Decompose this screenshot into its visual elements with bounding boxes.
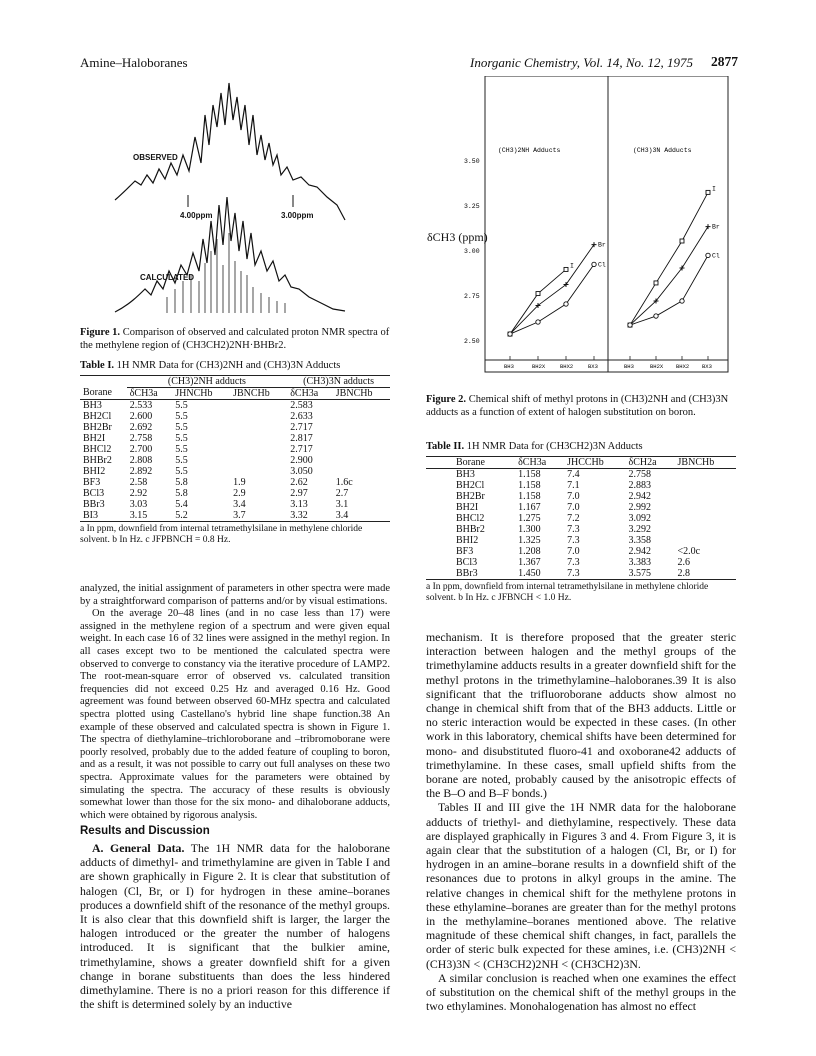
figure1-caption-label: Figure 1. bbox=[80, 327, 121, 338]
table1-col-header: JBNCHb bbox=[233, 387, 270, 399]
table2-cell: 2.942 bbox=[628, 490, 652, 502]
data-point bbox=[706, 253, 710, 257]
table1-cell: 2.900 bbox=[290, 454, 313, 466]
tick-label-3ppm: 3.00ppm bbox=[281, 211, 314, 220]
figure1-spectra bbox=[105, 75, 375, 320]
table1-row bbox=[80, 510, 390, 521]
data-point bbox=[536, 320, 540, 324]
table1-cell bbox=[333, 444, 390, 455]
table1-cell bbox=[230, 433, 287, 444]
observed-label: OBSERVED bbox=[133, 153, 178, 162]
table2-row bbox=[426, 557, 736, 568]
table1-cell: 2.7 bbox=[335, 487, 349, 499]
series-label: Cl bbox=[598, 261, 606, 269]
data-point bbox=[706, 190, 710, 194]
table2-cell: 2.758 bbox=[628, 468, 652, 480]
series-line bbox=[510, 245, 594, 334]
series-label: I bbox=[712, 185, 716, 193]
table2-row bbox=[426, 513, 736, 524]
table1-footnote: a In ppm, downfield from internal tetramethylsilane in methylene chloride solvent. b In Hz. c JFPBNCH = 0.8 Hz. bbox=[80, 523, 363, 545]
data-point bbox=[680, 239, 684, 243]
table1-cell: 3.03 bbox=[129, 498, 148, 510]
table1-grid bbox=[80, 376, 390, 521]
figure2-caption bbox=[426, 394, 736, 419]
data-point bbox=[654, 281, 658, 285]
results-section bbox=[80, 825, 390, 1011]
table1-group-header: (CH3)2NH adducts bbox=[127, 376, 288, 388]
table1-cell: 1.6c bbox=[335, 476, 353, 488]
journal-citation: Inorganic Chemistry, Vol. 14, No. 12, 1975 bbox=[470, 55, 694, 70]
paragraph: mechanism. It is therefore proposed that the greater steric interaction between halogen and the methyl groups of the trimethylamine adducts results in a greater downfield shift for the methyl protons in the trimethylamine–haloboranes.39 It is also significant that the trifluoroborane adducts show almost no change in chemical shift from that of the BH3 adducts. Little or no steric interaction would be expected in these cases. (In other work in this laboratory, chemical shifts have been determined for mono- and disubstituted fluoro-41 and oxoborane42 adducts of trimethylamine. In these cases, small upfield shifts from the borane are noted, probably caused by the anisotropic effects of the B–O and B–F bonds.) bbox=[426, 630, 736, 801]
table1-cell: 5.8 bbox=[175, 487, 188, 499]
figure2-caption-text: Chemical shift of methyl protons in (CH3)2NH and (CH3)3N adducts as a function of extent of halogen substitution on boron. bbox=[426, 394, 729, 418]
table1-cell bbox=[333, 455, 390, 466]
table1-cell bbox=[230, 422, 287, 433]
table2-cell: 1.275 bbox=[518, 512, 541, 524]
table2-title-text: 1H NMR Data for (CH3CH2)3N Adducts bbox=[466, 441, 643, 452]
table2-cell: 3.383 bbox=[628, 556, 652, 568]
table1-cell: 2.97 bbox=[290, 487, 308, 499]
table2-cell: 7.3 bbox=[567, 534, 580, 546]
table2-cell bbox=[675, 480, 736, 491]
table1-cell: 5.8 bbox=[175, 476, 188, 488]
table1-cell: 3.1 bbox=[335, 498, 349, 510]
paragraph: analyzed, the initial assignment of parameters in other spectra were made by a straightforward comparison of patterns and/or by visual estimations. bbox=[80, 583, 390, 607]
paragraph: A similar conclusion is reached when one examines the effect of substitution on the chemical shift of the methyl groups in the two ethylamines. Monohalogenation has almost no effect bbox=[426, 970, 736, 1014]
x-tick-label: BX3 bbox=[588, 363, 598, 370]
table2-col-header: JBNCHb bbox=[677, 456, 715, 468]
table1-cell bbox=[333, 433, 390, 444]
table1-cell: 2.808 bbox=[129, 454, 153, 466]
table2-cell: 3.575 bbox=[628, 567, 652, 579]
table2-row bbox=[426, 535, 736, 546]
table1-cell: 2.58 bbox=[129, 476, 148, 488]
table1-cell: 2.62 bbox=[290, 476, 308, 488]
table2-cell: 3.092 bbox=[628, 512, 652, 524]
table1-row bbox=[80, 455, 390, 466]
table1-cell: 2.92 bbox=[129, 487, 148, 499]
table2-row bbox=[426, 546, 736, 557]
table2-cell: 7.3 bbox=[567, 556, 580, 568]
table1-cell: BBr3 bbox=[83, 498, 105, 510]
table1-col-header: JHNCHb bbox=[175, 387, 213, 399]
table2-cell bbox=[675, 513, 736, 524]
page-number: 2877 bbox=[711, 54, 738, 69]
table1-row bbox=[80, 433, 390, 444]
table1-cell: BI3 bbox=[83, 509, 98, 521]
table2-cell: BHI2 bbox=[456, 534, 479, 546]
table1-row bbox=[80, 444, 390, 455]
x-tick-label: BH2X bbox=[532, 363, 546, 370]
figure1-caption-text: Comparison of observed and calculated proton NMR spectra of the methylene region of (CH3CH2)2NH·BHBr2. bbox=[80, 327, 390, 351]
x-tick-label: BH3 bbox=[504, 363, 514, 370]
series-label: I bbox=[570, 262, 574, 270]
table1-cell bbox=[230, 444, 287, 455]
data-point bbox=[564, 302, 568, 306]
table2-col-header: Borane bbox=[456, 456, 485, 468]
table1-col-header: δCH3a bbox=[290, 387, 319, 399]
observed-spectrum-trace bbox=[115, 83, 345, 220]
table2-cell: 2.942 bbox=[628, 545, 652, 557]
panel-title-right: (CH3)3N Adducts bbox=[633, 147, 692, 154]
table2-cell: 3.358 bbox=[628, 534, 652, 546]
series-line bbox=[630, 192, 708, 325]
table1-cell: 2.717 bbox=[290, 443, 313, 455]
table2-cell bbox=[675, 468, 736, 480]
table2-cell bbox=[675, 502, 736, 513]
table2-cell: 7.0 bbox=[567, 490, 580, 502]
table1-cell bbox=[333, 411, 390, 422]
data-point bbox=[508, 332, 512, 336]
table2-cell: 1.325 bbox=[518, 534, 541, 546]
table2-cell: BCl3 bbox=[456, 556, 478, 568]
table1-cell: 5.5 bbox=[175, 443, 188, 455]
table2 bbox=[426, 441, 736, 604]
right-column-text bbox=[426, 630, 736, 1013]
table1-cell: 3.13 bbox=[290, 498, 308, 510]
table2-cell: 1.300 bbox=[518, 523, 541, 535]
table1-row bbox=[80, 477, 390, 488]
panel-title-left: (CH3)2NH Adducts bbox=[498, 147, 561, 154]
table1-cell: BHI2 bbox=[83, 465, 106, 477]
table1-row bbox=[80, 422, 390, 433]
paragraph: The 1H NMR data for the haloborane adducts of dimethyl- and trimethylamine are given in Table I and are shown graphically in Figure 2. It is clear that substitution of halogen (Cl, Br, or I) for hydrogen in these amine–boranes produces a downfield shift of the resonance of the methyl groups. It is also clear that this downfield shift is larger, the larger the halogen introduced or the greater the number of halogens introduced. It is significant that the bulkier amine, trimethylamine, shows a greater downfield shift for a given change in borane substituents than does the less hindered dimethylamine. There is no a priori reason for this difference if the shift is determined solely by an inductive bbox=[80, 841, 390, 1012]
x-tick-label: BHX2 bbox=[676, 363, 690, 370]
table2-cell bbox=[675, 535, 736, 546]
table2-cell: 1.158 bbox=[518, 468, 541, 480]
table2-row bbox=[426, 480, 736, 491]
table1-row bbox=[80, 411, 390, 422]
table1-cell: 5.4 bbox=[175, 498, 188, 510]
table1-cell: 2.717 bbox=[290, 421, 313, 433]
table1-cell bbox=[333, 466, 390, 477]
table2-col-header: δCH2a bbox=[628, 456, 657, 468]
table1-cell: 5.5 bbox=[175, 454, 188, 466]
series-line bbox=[510, 264, 594, 334]
table1-cell: 1.9 bbox=[233, 476, 246, 488]
tick-label-4ppm: 4.00ppm bbox=[180, 211, 213, 220]
data-point bbox=[680, 299, 684, 303]
table2-cell: 7.3 bbox=[567, 567, 580, 579]
table2-cell: 1.208 bbox=[518, 545, 541, 557]
y-tick-label: 3.50 bbox=[464, 158, 480, 165]
table1-cell: 5.5 bbox=[175, 421, 188, 433]
table2-cell: BH2Br bbox=[456, 490, 485, 502]
paragraph: On the average 20–48 lines (and in no case less than 17) were assigned in the methylene region of a spectrum and were given equal weight. In each case 16 of 32 lines were assigned in the methyl region. In all cases except two to be mentioned the calculated spectra were observed to converge to constancy via the iterative procedure of LAMP2. The root-mean-square error of observed vs. calculated transition frequencies did not exceed 0.25 Hz and averaged 0.16 Hz. Good agreement was found between observed 60-MHz spectra and calculated spectra plotted using Castellano's hybrid line shape function.38 An example of these observed and calculated spectra is shown in Figure 1. The spectra of diethylamine–trichloroborane and –tribromoborane were poorly resolved, probably due to the added feature of coupling to boron, and as a result, it was not possible to carry out full analyses on these two spectra. Approximate values for the parameters were obtained by simulating the spectra. The accuracy of these results is obviously somewhat lower than those for the six mono- and dihaloborane adducts, which were obtained by rigorous analysis. bbox=[80, 608, 390, 821]
table2-row bbox=[426, 502, 736, 513]
table2-cell: BH2Cl bbox=[456, 479, 485, 491]
table1-cell: BHCl2 bbox=[83, 443, 112, 455]
table1-title-text: 1H NMR Data for (CH3)2NH and (CH3)3N Adducts bbox=[116, 360, 341, 371]
data-point bbox=[706, 224, 711, 229]
table2-row bbox=[426, 468, 736, 480]
table1-cell: 3.32 bbox=[290, 509, 308, 521]
table1-cell: 5.5 bbox=[175, 432, 188, 444]
table2-cell: 2.6 bbox=[677, 556, 691, 568]
table2-cell: 7.4 bbox=[567, 468, 580, 480]
figure2-caption-label: Figure 2. bbox=[426, 394, 467, 405]
subsection-heading: A. General Data. bbox=[92, 841, 185, 855]
table1-cell: 3.15 bbox=[129, 509, 148, 521]
x-tick-label: BHX2 bbox=[560, 363, 574, 370]
table1-cell: 2.533 bbox=[129, 399, 153, 411]
table2-cell: <2.0c bbox=[677, 545, 701, 557]
data-point bbox=[592, 262, 596, 266]
table1-cell: 5.5 bbox=[175, 410, 188, 422]
table2-grid bbox=[426, 457, 736, 579]
table1-cell: 5.5 bbox=[175, 399, 188, 411]
table2-cell: 7.0 bbox=[567, 501, 580, 513]
paragraph: Tables II and III give the 1H NMR data for the haloborane adducts of triethyl- and diethylamine, respectively. These data are displayed graphically in Figures 3 and 4. From Figure 3, it is again clear that the substitution of a halogen (Cl, Br, or I) for hydrogen in an amine–borane results in a downfield shift of the resonances due to protons in alkyl groups in the amine. The relative changes in chemical shift for the methylene protons in these ethylamine–boranes are greater than for the methyl protons in the methylamine–boranes mentioned above. The relative magnitude of these chemical shift changes, in fact, parallels the order of steric bulk expected for these amines, i.e. (CH3)2NH < (CH3)3N < (CH3CH2)2NH < (CH3CH2)3N. bbox=[426, 800, 736, 971]
table2-cell: BF3 bbox=[456, 545, 474, 557]
table2-cell: 1.158 bbox=[518, 490, 541, 502]
table1-cell: 2.633 bbox=[290, 410, 313, 422]
table1-body bbox=[80, 399, 390, 521]
running-head-left: Amine–Haloboranes bbox=[80, 55, 188, 70]
table1-cell bbox=[333, 422, 390, 433]
data-point bbox=[628, 323, 632, 327]
table2-cell bbox=[675, 491, 736, 502]
series-label: Br bbox=[712, 223, 720, 231]
table2-title-label: Table II. bbox=[426, 441, 465, 452]
table2-cell: 7.3 bbox=[567, 523, 580, 535]
table2-cell: 1.167 bbox=[518, 501, 541, 513]
table2-cell bbox=[675, 524, 736, 535]
x-tick-label: BH3 bbox=[624, 363, 634, 370]
table1-cell bbox=[230, 466, 287, 477]
table2-col-header: δCH3a bbox=[518, 456, 547, 468]
table1-cell bbox=[230, 455, 287, 466]
table2-row bbox=[426, 524, 736, 535]
figure1-caption bbox=[80, 327, 390, 352]
table1 bbox=[80, 360, 390, 546]
table1-row bbox=[80, 499, 390, 510]
table1-cell: 5.2 bbox=[175, 509, 188, 521]
table2-cell: BHBr2 bbox=[456, 523, 485, 535]
table1-cell: BH3 bbox=[83, 399, 102, 411]
table2-cell: BH2I bbox=[456, 501, 479, 513]
calculated-label: CALCULATED bbox=[140, 273, 195, 282]
section-heading: Results and Discussion bbox=[80, 825, 210, 837]
table1-cell: 2.892 bbox=[129, 465, 153, 477]
y-tick-label: 3.00 bbox=[464, 248, 480, 255]
table2-cell: BHCl2 bbox=[456, 512, 485, 524]
left-column-text bbox=[80, 583, 390, 822]
table1-col-header: Borane bbox=[83, 387, 112, 399]
table1-row bbox=[80, 466, 390, 477]
table2-cell: 7.1 bbox=[567, 479, 580, 491]
y-axis-label: δCH3 (ppm) bbox=[427, 230, 488, 244]
table1-cell: 3.7 bbox=[233, 509, 246, 521]
table2-cell: 7.0 bbox=[567, 545, 580, 557]
table2-body bbox=[426, 468, 736, 579]
table1-col-header: JBNCHb bbox=[335, 387, 373, 399]
table1-group-header: (CH3)3N adducts bbox=[287, 376, 390, 388]
table1-cell: 2.817 bbox=[290, 432, 313, 444]
table1-cell: BH2I bbox=[83, 432, 106, 444]
y-tick-label: 2.75 bbox=[464, 293, 480, 300]
table1-cell: 2.9 bbox=[233, 487, 246, 499]
table1-cell: BCl3 bbox=[83, 487, 105, 499]
data-point bbox=[654, 314, 658, 318]
table1-cell bbox=[230, 399, 287, 411]
table1-cell bbox=[333, 399, 390, 411]
table2-cell: 7.2 bbox=[567, 512, 580, 524]
table1-cell: 2.600 bbox=[129, 410, 153, 422]
table2-cell: BBr3 bbox=[456, 567, 478, 579]
table2-cell: 1.450 bbox=[518, 567, 541, 579]
table1-cell bbox=[230, 411, 287, 422]
table2-cell: 3.292 bbox=[628, 523, 652, 535]
table1-cell: 2.583 bbox=[290, 399, 313, 411]
x-tick-label: BX3 bbox=[702, 363, 712, 370]
y-tick-label: 3.25 bbox=[464, 203, 480, 210]
table2-col-header: JHCCHb bbox=[567, 456, 604, 468]
table2-row bbox=[426, 568, 736, 579]
table2-row bbox=[426, 491, 736, 502]
table1-cell: 2.758 bbox=[129, 432, 153, 444]
series-label: Cl bbox=[712, 252, 720, 260]
table1-row bbox=[80, 488, 390, 499]
table2-cell: 2.883 bbox=[628, 479, 652, 491]
table1-cell: 2.692 bbox=[129, 421, 153, 433]
table2-cell: 2.8 bbox=[677, 567, 691, 579]
table1-cell: 2.700 bbox=[129, 443, 153, 455]
table2-cell: 1.367 bbox=[518, 556, 541, 568]
data-point bbox=[536, 292, 540, 296]
x-tick-label: BH2X bbox=[650, 363, 664, 370]
series-marks bbox=[508, 185, 720, 336]
table1-cell: 5.5 bbox=[175, 465, 188, 477]
table2-footnote: a In ppm, downfield from internal tetramethylsilane in methylene chloride solvent. b In Hz. c JFBNCH < 1.0 Hz. bbox=[426, 581, 709, 603]
table1-cell: 3.4 bbox=[335, 509, 349, 521]
table1-cell: BF3 bbox=[83, 476, 101, 488]
table1-cell: 3.4 bbox=[233, 498, 246, 510]
table2-cell: 1.158 bbox=[518, 479, 541, 491]
y-tick-label: 2.50 bbox=[464, 338, 480, 345]
table1-cell: BH2Br bbox=[83, 421, 112, 433]
table1-cell: BH2Cl bbox=[83, 410, 112, 422]
table1-cell: 3.050 bbox=[290, 465, 313, 477]
series-label: Br bbox=[598, 241, 606, 249]
table2-cell: 2.992 bbox=[628, 501, 652, 513]
table2-cell: BH3 bbox=[456, 468, 475, 480]
table1-row bbox=[80, 399, 390, 411]
table1-col-header: δCH3a bbox=[129, 387, 158, 399]
y-tick-labels bbox=[464, 158, 480, 345]
data-point bbox=[564, 267, 568, 271]
table1-cell: BHBr2 bbox=[83, 454, 112, 466]
table1-title-label: Table I. bbox=[80, 360, 115, 371]
